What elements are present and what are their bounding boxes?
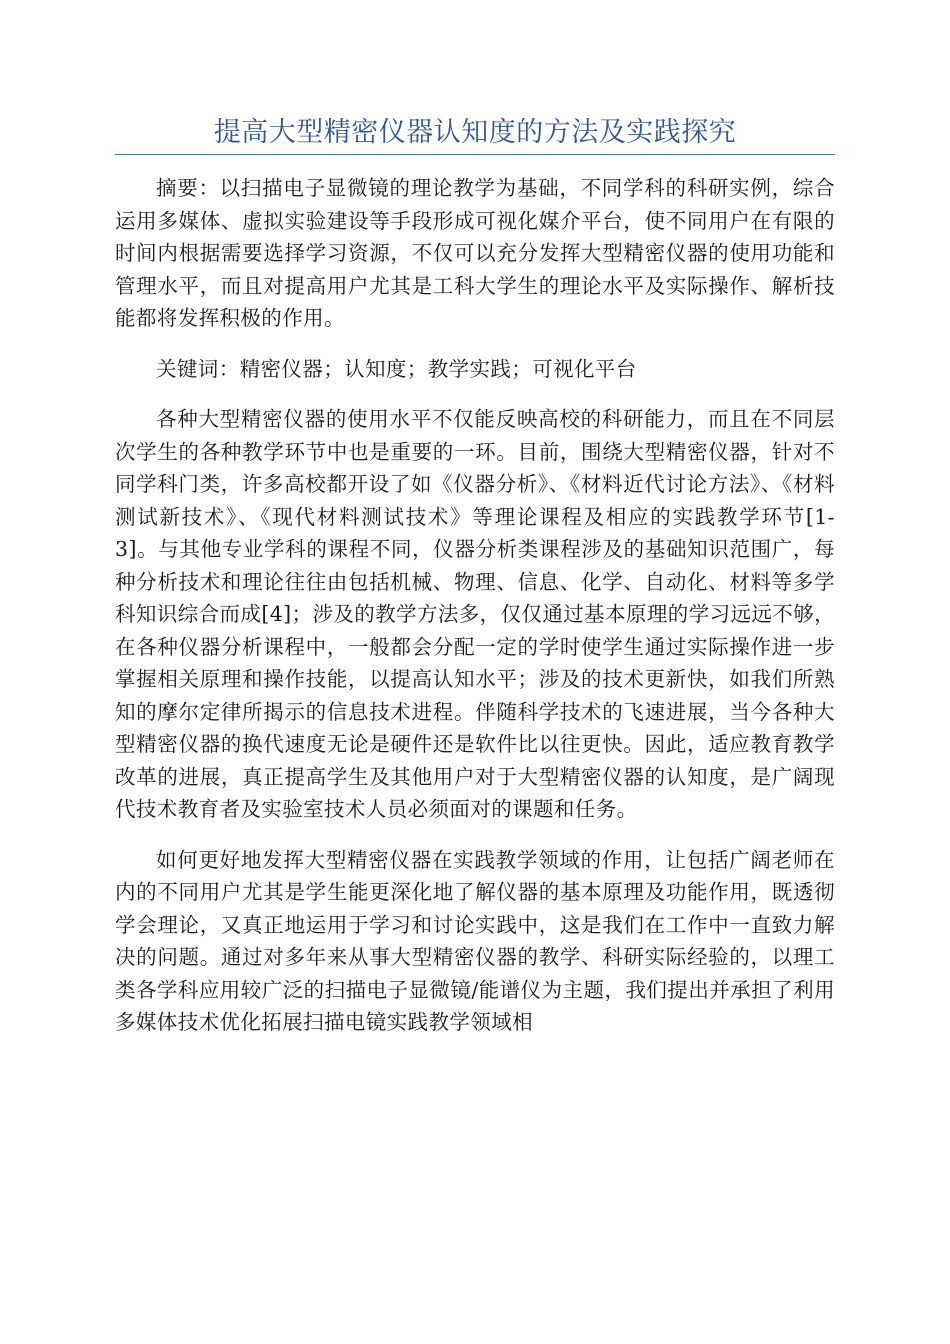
body-paragraph-1: 各种大型精密仪器的使用水平不仅能反映高校的科研能力，而且在不同层次学生的各种教学环节中也是重要的一环。目前，围绕大型精密仪器，针对不同学科门类，许多高校都开设了如《仪器分析》、《材料近代讨论方法》、《材料测试新技术》、《现代材料测试技术》等理论课程及相应的实践教学环节[1-3]。与其他专业学科的课程不同，仪器分析类课程涉及的基础知识范围广，每种分析技术和理论往往由包括机械、物理、信息、化学、自动化、材料等多学科知识综合而成[4]；涉及的教学方法多，仅仅通过基本原理的学习远远不够，在各种仪器分析课程中，一般都会分配一定的学时使学生通过实际操作进一步掌握相关原理和操作技能，以提高认知水平；涉及的技术更新快，如我们所熟知的摩尔定律所揭示的信息技术进程。伴随科学技术的飞速进展，当今各种大型精密仪器的换代速度无论是硬件还是软件比以往更快。因此，适应教育教学改革的进展，真正提高学生及其他用户对于大型精密仪器的认知度，是广阔现代技术教育者及实验室技术人员必须面对的课题和任务。 [115, 407, 835, 821]
keywords-paragraph: 关键词：精密仪器；认知度；教学实践；可视化平台 [156, 356, 637, 381]
document-body [115, 172, 835, 1057]
title-underline [115, 154, 835, 155]
document-title: 提高大型精密仪器认知度的方法及实践探究 [213, 117, 737, 148]
body-paragraph-2: 如何更好地发挥大型精密仪器在实践教学领域的作用，让包括广阔老师在内的不同用户尤其是学生能更深化地了解仪器的基本原理及功能作用，既透彻学会理论，又真正地运用于学习和讨论实践中，这是我们在工作中一直致力解决的问题。通过对多年来从事大型精密仪器的教学、科研实际经验的，以理工类各学科应用较广泛的扫描电子显微镜/能谱仪为主题，我们提出并承担了利用多媒体技术优化拓展扫描电镜实践教学领域相 [115, 847, 835, 1034]
abstract-paragraph: 摘要：以扫描电子显微镜的理论教学为基础，不同学科的科研实例，综合运用多媒体、虚拟实验建设等手段形成可视化媒介平台，使不同用户在有限的时间内根据需要选择学习资源，不仅可以充分发挥大型精密仪器的使用功能和管理水平，而且对提高用户尤其是工科大学生的理论水平及实际操作、解析技能都将发挥积极的作用。 [115, 176, 835, 330]
